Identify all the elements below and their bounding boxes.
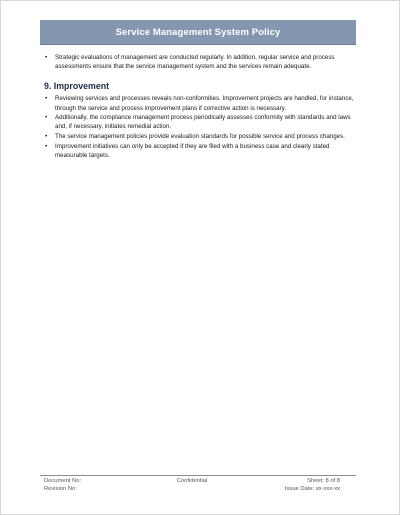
footer-document-no: Document No: xyxy=(44,478,82,484)
bullet-item: • Strategic evaluations of management are conducted regularly. In addition, regular service and process assessments ensure that the service management system and the services remain adequate. xyxy=(40,53,358,71)
footer-divider xyxy=(40,475,356,476)
section-heading: 9. Improvement xyxy=(44,81,110,92)
bullet-item: • Reviewing services and processes reveals non-conformities. Improvement projects are handled, for instance, through the service and process improvement plans if corrective action is necessary. xyxy=(40,94,358,112)
document-title: Service Management System Policy xyxy=(115,26,281,38)
intro-bullet-list xyxy=(40,53,358,71)
bullet-item: • The service management policies provide evaluation standards for possible service and process changes. xyxy=(40,132,358,141)
footer-confidential: Confidential xyxy=(176,478,208,484)
bullet-item: • Additionally, the compliance management process periodically assesses conformity with standards and laws and, if necessary, initiates remedial action. xyxy=(40,113,358,131)
footer-issue-date: Issue Date: xx-xxx-xx xyxy=(284,486,340,492)
header-band xyxy=(40,20,356,45)
document-body xyxy=(40,53,358,160)
bullet-item: • Improvement initiatives can only be accepted if they are filed with a business case and clearly stated measurable targets. xyxy=(40,142,358,160)
footer-revision-no: Revision No: xyxy=(44,486,77,492)
footer-sheet: Sheet: 8 of 8 xyxy=(307,478,340,484)
improvement-bullet-list xyxy=(40,94,358,160)
